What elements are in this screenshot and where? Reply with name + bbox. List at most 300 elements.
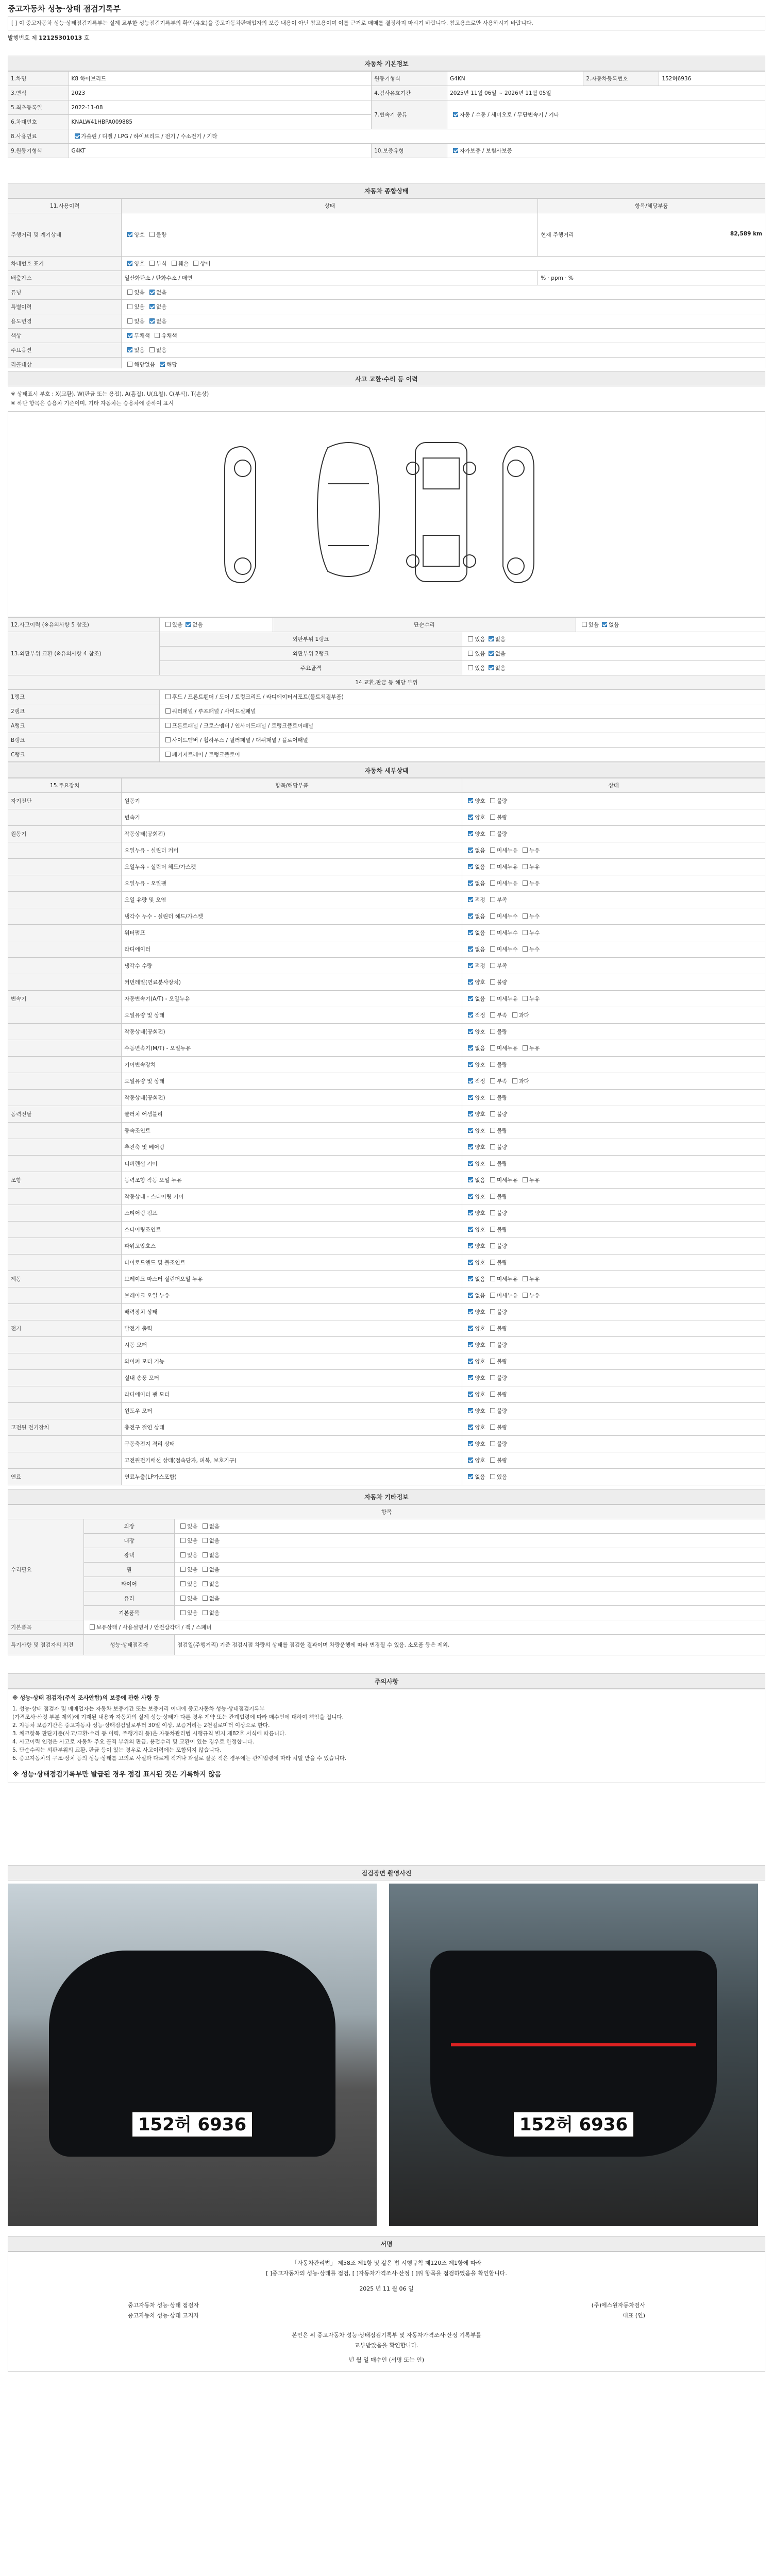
checkbox [523,946,528,952]
checkbox [203,1567,208,1572]
detail-status: 양호 불량 [462,974,765,991]
table-row: 용도변경 있음 없음 [8,314,765,329]
detail-item: 오일누유 - 오일팬 [122,875,462,892]
detail-category [8,859,122,875]
detail-category [8,842,122,859]
detail-category [8,892,122,908]
doc-title: 중고자동차 성능·상태 점검기록부 [8,4,121,13]
detail-status: 적정 부족 과다 [462,1073,765,1090]
checkbox [490,1293,495,1298]
caution-title: 주의사항 [8,1673,765,1689]
table-row [8,1040,765,1057]
detail-status: 양호 불량 [462,1353,765,1370]
detail-item: 냉각수 수량 [122,958,462,974]
table-row: 13.외판부위 교환 (※유의사항 4 참조) 외판부위 1랭크 있음 없음 [8,632,765,647]
checkbox [468,1227,473,1232]
checkbox [490,1458,495,1463]
checkbox [203,1610,208,1615]
checkbox [468,1260,473,1265]
detail-item: 연료누출(LP가스포함) [122,1469,462,1485]
table-row: 1랭크 후드 / 프론트휀더 / 도어 / 트렁크리드 / 라디에이터서포트(볼트체결부품) [8,690,765,704]
checkbox [468,1194,473,1199]
detail-category [8,875,122,892]
detail-status: 양호 불량 [462,1337,765,1353]
checkbox [468,1293,473,1298]
table-row [8,958,765,974]
checkbox [523,864,528,869]
detail-category [8,1255,122,1271]
table-row: 외판부위 2랭크 있음 없음 [8,647,765,661]
table-row: 주요골격 있음 없음 [8,661,765,675]
detail-category: 제동 [8,1271,122,1287]
detail-item: 배력장치 상태 [122,1304,462,1320]
checkbox [468,1095,473,1100]
detail-category [8,1403,122,1419]
checkbox [523,913,528,919]
checkbox [180,1567,186,1572]
checkbox [468,1161,473,1166]
checkbox [468,1210,473,1215]
table-row [8,1419,765,1436]
checkbox [172,261,177,266]
detail-item: 오일유량 및 상태 [122,1073,462,1090]
sign-section [8,2236,765,2380]
detail-table [8,778,765,1485]
checkbox [193,261,198,266]
detail-category [8,1386,122,1403]
checkbox [468,897,473,902]
table-row [8,908,765,925]
detail-category [8,1353,122,1370]
checkbox [165,723,171,728]
detail-category [8,1304,122,1320]
detail-category [8,958,122,974]
detail-status: 양호 불량 [462,826,765,842]
detail-item: 타이로드엔드 및 볼조인트 [122,1255,462,1271]
table-row [8,892,765,908]
checkbox [523,996,528,1001]
checkbox [523,880,528,886]
checkbox [165,737,171,742]
checkbox [468,1243,473,1248]
checkbox [468,798,473,803]
table-row [8,1386,765,1403]
table-row: 1.차명 K8 하이브리드 원동기형식 G4KN 2.자동차등록번호 152허6936 [8,72,765,86]
table-row [8,1090,765,1106]
checkbox [490,963,495,968]
detail-status: 양호 불량 [462,1090,765,1106]
detail-status: 양호 불량 [462,1057,765,1073]
checkbox [468,1144,473,1149]
license-plate: 152허 6936 [512,2110,635,2139]
record-number: 발행번호 제 12125301013 호 [8,35,90,41]
detail-status: 없음 미세누유 누유 [462,842,765,859]
checkbox [468,1012,473,1018]
checkbox [490,1161,495,1166]
table-row: 6.차대번호 KNALW41HBPA009885 [8,115,765,129]
checkbox [468,930,473,935]
detail-category: 고전원 전기장치 [8,1419,122,1436]
checkbox [468,651,473,656]
checkbox [468,1128,473,1133]
checkbox [523,1276,528,1281]
detail-category [8,1073,122,1090]
detail-category [8,1090,122,1106]
detail-status: 양호 불량 [462,1024,765,1040]
detail-item: 브레이크 마스터 실린더오일 누유 [122,1271,462,1287]
checkbox [127,333,132,338]
table-row [8,925,765,941]
detail-category [8,1189,122,1205]
detail-item: 실내 송풍 모터 [122,1370,462,1386]
table-row: 8.사용연료 가솔린 / 디젤 / LPG / 하이브리드 / 전기 / 수소전기 / 기타 [8,129,765,144]
checkbox [489,636,494,641]
checkbox [490,1095,495,1100]
detail-status: 없음 미세누수 누수 [462,941,765,958]
checkbox [489,651,494,656]
accident-title: 사고 교환·수리 등 이력 [8,371,765,386]
checkbox [490,1062,495,1067]
detail-category: 동력전달 [8,1106,122,1123]
table-row [8,941,765,958]
table-row: 9.원동기형식 G4KT 10.보증유형 자가보증 / 보험사보증 [8,144,765,158]
caution-body: ※ 성능·상태 점검자(주석 조사안함)의 보증에 관한 사항 등 1. 성능·상태 점검자 및 매매업자는 자동차 보증기간 또는 보증거리 이내에 중고자동차 성능·상태점검기록부 (가격조사·산정 부분 제외)에 기재된 내용과 자동차의 실제 성능·상태가 다른 경우 계약 또는 관계법령에 따라 매수인에 대하여 책임을 집니다. 2. 자동차 보증기간은 중고자동차 성능·상태점검일로부터 30일 이상, 보증거리는 2천킬로미터 이상으로 한다. 3. 체크항목 판단기준(사고/교환·수리 등 이력, 주행거리 등)은 자동차관리법 시행규칙 별지 제82호 서식에 따릅니다. 4. 사고이력 인정은 사고로 자동차 주요 골격 부위의 판금, 용접수리 및 교환이 있는 경우로 한정합니다. 5. 단순수리는 외판부위의 교환, 판금 등이 있는 경우로 사고이력에는 포함되지 않습니다. 6. 중고자동차의 구조·장치 등의 성능·상태를 고의로 사실과 다르게 적거나 과실로 잘못 적은 경우에는 관계법령에 따라 처벌 받을 수 있습니다. ※ 성능·상태점검기록부만 발급된 경우 점검 표시된 것은 기록하지 않음 [8,1689,765,1783]
detail-category [8,908,122,925]
detail-item: 추진축 및 베어링 [122,1139,462,1156]
checkbox [155,333,160,338]
table-row [8,1156,765,1172]
table-row: 기본품목 보유상태 / 사용설명서 / 안전삼각대 / 잭 / 스패너 [8,1620,765,1635]
checkbox [127,318,132,324]
checkbox [468,1441,473,1446]
checkbox [453,112,458,117]
detail-item: 윈도우 모터 [122,1403,462,1419]
detail-item: 수동변속기(M/T) - 오일누유 [122,1040,462,1057]
checkbox [90,1624,95,1630]
table-row: 특기사항 및 점검자의 의견 성능·상태점검자 점검일(주행거리) 기준 점검시점 차량의 상태를 점검한 결과이며 차량운행에 따라 변경될 수 있음. 소모품 등은 제외. [8,1635,765,1655]
checkbox [468,665,473,670]
checkbox [468,1062,473,1067]
detail-item: 오일누유 - 실린더 커버 [122,842,462,859]
detail-item: 오일 유량 및 오염 [122,892,462,908]
basic-info-title: 자동차 기본정보 [8,56,765,71]
photos-title: 점검장면 촬영사진 [8,1865,765,1880]
detail-category [8,1057,122,1073]
detail-item: 등속조인트 [122,1123,462,1139]
detail-item: 작동상태(공회전) [122,1024,462,1040]
photos-frame [8,1884,765,2231]
detail-item: 시동 모터 [122,1337,462,1353]
extra-section [8,1489,765,1669]
checkbox [165,694,171,699]
table-row: 리콜대상 해당없음 해당 [8,358,765,369]
detail-category: 전기 [8,1320,122,1337]
checkbox [490,1260,495,1265]
detail-category: 원동기 [8,826,122,842]
general-status-section [8,183,765,368]
detail-item: 라디에이터 팬 모터 [122,1386,462,1403]
detail-status: 양호 불량 [462,1370,765,1386]
checkbox [490,1177,495,1182]
table-row: 특별이력 있음 없음 [8,300,765,314]
detail-category [8,1205,122,1222]
table-row [8,991,765,1007]
checkbox [468,815,473,820]
detail-item: 스티어링조인트 [122,1222,462,1238]
table-row [8,1106,765,1123]
checkbox [490,1425,495,1430]
detail-status: 적정 부족 [462,892,765,908]
detail-status: 적정 부족 과다 [462,1007,765,1024]
detail-category [8,1024,122,1040]
basic-info-table [8,71,765,158]
header [8,2,765,43]
table-row [8,1255,765,1271]
detail-status: 없음 미세누유 누유 [462,1271,765,1287]
license-plate: 152허 6936 [130,2110,254,2139]
detail-item: 고전원전기배선 상태(접속단자, 피복, 보호기구) [122,1452,462,1469]
checkbox [127,290,132,295]
accident-table [8,617,765,762]
checkbox [490,946,495,952]
front-photo [8,1884,377,2226]
table-row: 타이어 있음 없음 [8,1577,765,1591]
checkbox [186,622,191,627]
checkbox [165,708,171,714]
detail-item: 작동상태(공회전) [122,826,462,842]
checkbox [489,665,494,670]
detail-item: 발전기 출력 [122,1320,462,1337]
table-row: 2랭크 쿼터패널 / 루프패널 / 사이드실패널 [8,704,765,719]
checkbox [468,1326,473,1331]
checkbox [468,1045,473,1050]
table-row: 주행거리 및 계기상태 양호 불량 현재 주행거리 82,589 km [8,213,765,257]
table-head: 15.주요장치 항목/해당부품 상태 [8,778,765,793]
table-row [8,793,765,809]
checkbox [468,1375,473,1380]
checkbox [468,1474,473,1479]
checkbox [490,1441,495,1446]
table-row [8,1271,765,1287]
table-row [8,1238,765,1255]
table-row: 색상 무채색 유채색 [8,329,765,343]
checkbox [180,1552,186,1557]
accident-section [8,371,765,762]
rear-photo [389,1884,758,2226]
detail-item: 오일누유 - 실린더 헤드/가스켓 [122,859,462,875]
checkbox [468,1342,473,1347]
detail-status: 양호 불량 [462,1123,765,1139]
detail-status: 없음 미세누수 누수 [462,908,765,925]
table-row: C랭크 패키지트레이 / 트렁크플로어 [8,748,765,762]
table-row: 3.연식 2023 4.검사유효기간 2025년 11월 06일 ~ 2026년 11월 05일 [8,86,765,100]
detail-category [8,1436,122,1452]
checkbox [490,930,495,935]
detail-status: 없음 미세누유 누유 [462,1172,765,1189]
table-row: 수리필요 외장 있음 없음 [8,1519,765,1534]
checkbox [582,622,587,627]
table-row [8,859,765,875]
table-row [8,1205,765,1222]
detail-status: 적정 부족 [462,958,765,974]
checkbox [180,1581,186,1586]
checkbox [523,930,528,935]
checkbox [490,1392,495,1397]
taillight-icon [451,2043,696,2046]
checkbox [468,1078,473,1083]
checkbox [468,831,473,836]
detail-category [8,1337,122,1353]
table-row: 휠 있음 없음 [8,1563,765,1577]
car-diagram [8,411,765,617]
detail-status: 양호 불량 [462,1156,765,1172]
checkbox [453,148,458,153]
checkbox [127,304,132,309]
car-outline-icon [8,412,765,618]
detail-category: 조향 [8,1172,122,1189]
checkbox [149,304,155,309]
detail-status: 양호 불량 [462,1255,765,1271]
checkbox [523,848,528,853]
checkbox [468,864,473,869]
checkbox [523,1045,528,1050]
detail-item: 동력조향 작동 오일 누유 [122,1172,462,1189]
checkbox [490,1111,495,1116]
checkbox [468,636,473,641]
table-row [8,1353,765,1370]
checkbox [512,1078,517,1083]
detail-item: 자동변속기(A/T) - 오일누유 [122,991,462,1007]
detail-item: 원동기 [122,793,462,809]
table-row: 주요옵션 있음 없음 [8,343,765,358]
table-row [8,1436,765,1452]
checkbox [160,362,165,367]
checkbox [468,1458,473,1463]
checkbox [523,1177,528,1182]
detail-status: 양호 불량 [462,1222,765,1238]
checkbox [490,1128,495,1133]
table-row [8,1222,765,1238]
table-row [8,826,765,842]
detail-category [8,1156,122,1172]
detail-item: 기어변속장치 [122,1057,462,1073]
detail-category: 변속기 [8,991,122,1007]
table-row [8,1337,765,1353]
checkbox [468,1111,473,1116]
checkbox [490,848,495,853]
checkbox [180,1523,186,1529]
detail-category [8,1452,122,1469]
detail-status: 없음 미세누수 누수 [462,925,765,941]
table-row [8,875,765,892]
detail-category [8,974,122,991]
checkbox [523,1293,528,1298]
table-row [8,1320,765,1337]
checkbox [203,1581,208,1586]
detail-item: 오일유량 및 상태 [122,1007,462,1024]
detail-item: 작동상태 - 스티어링 기어 [122,1189,462,1205]
checkbox [490,864,495,869]
checkbox [468,1309,473,1314]
checkbox [203,1596,208,1601]
detail-status: 양호 불량 [462,809,765,826]
table-row [8,1403,765,1419]
checkbox [468,1276,473,1281]
table-row [8,842,765,859]
extra-table [8,1504,765,1655]
detail-item: 냉각수 누수 - 실린더 헤드/가스켓 [122,908,462,925]
table-row [8,1469,765,1485]
checkbox [468,979,473,985]
checkbox [127,232,132,237]
detail-category [8,1123,122,1139]
detail-category [8,1040,122,1057]
checkbox [149,347,155,352]
extra-title: 자동차 기타정보 [8,1489,765,1504]
detail-item: 구동축전지 격리 상태 [122,1436,462,1452]
checkbox [490,1029,495,1034]
detail-status: 양호 불량 [462,1419,765,1436]
table-row: 5.최초등록일 2022-11-08 7.변속기 종류 자동 / 수동 / 세미오토 / 무단변속기 / 기타 [8,100,765,115]
detail-item: 충전구 절연 상태 [122,1419,462,1436]
checkbox [490,897,495,902]
detail-item: 디퍼렌셜 기어 [122,1156,462,1172]
table-row [8,1139,765,1156]
checkbox [490,1045,495,1050]
detail-status: 없음 미세누유 누유 [462,859,765,875]
detail-category [8,925,122,941]
checkbox [490,880,495,886]
detail-status: 양호 불량 [462,1403,765,1419]
table-row [8,1189,765,1205]
checkbox [468,1392,473,1397]
table-row: 12.사고이력 (※유의사항 5 참조) 있음 없음 단순수리 있음 없음 [8,618,765,632]
detail-item: 파워고압호스 [122,1238,462,1255]
detail-status: 없음 있음 [462,1469,765,1485]
table-row: 차대번호 표기 양호 부식 훼손 상이 [8,257,765,271]
table-row: 내장 있음 없음 [8,1534,765,1548]
detail-category [8,1007,122,1024]
detail-item: 클러치 어셈블리 [122,1106,462,1123]
table-row [8,1452,765,1469]
general-status-title: 자동차 종합상태 [8,183,765,198]
checkbox [490,1408,495,1413]
sign-title: 서명 [8,2236,765,2251]
detail-category [8,1287,122,1304]
checkbox [490,1194,495,1199]
checkbox [512,1012,517,1018]
accident-legend: ※ 상태표시 부호 : X(교환), W(판금 또는 용접), A(흠집), U(요철), C(부식), T(손상) ※ 하단 항목은 승용차 기준이며, 기타 자동차는 승용차에 준하여 표시 [11,391,209,406]
header-notice: [ ] 이 중고자동차 성능·상태점검기록부는 실제 교부한 성능점검기록부의 확인(유효)을 중고자동차판매업자의 보증 내용이 아닌 참고용이며 이를 근거로 매매를 결정하지 마시기 바랍니다. 참고용으로만 사용하시기 바랍니다. [8,16,765,30]
detail-status: 양호 불량 [462,1452,765,1469]
checkbox [203,1552,208,1557]
checkbox [127,347,132,352]
checkbox [203,1538,208,1543]
detail-status: 양호 불량 [462,1436,765,1452]
checkbox [490,1375,495,1380]
detail-status: 없음 미세누유 누유 [462,1040,765,1057]
checkbox [490,1144,495,1149]
detail-category [8,941,122,958]
checkbox [490,1474,495,1479]
table-row: 튜닝 있음 없음 [8,285,765,300]
table-row: 유리 있음 없음 [8,1591,765,1606]
table-head: 항목 [8,1505,765,1519]
detail-category [8,1222,122,1238]
general-status-table [8,198,765,368]
checkbox [468,996,473,1001]
detail-category [8,1238,122,1255]
